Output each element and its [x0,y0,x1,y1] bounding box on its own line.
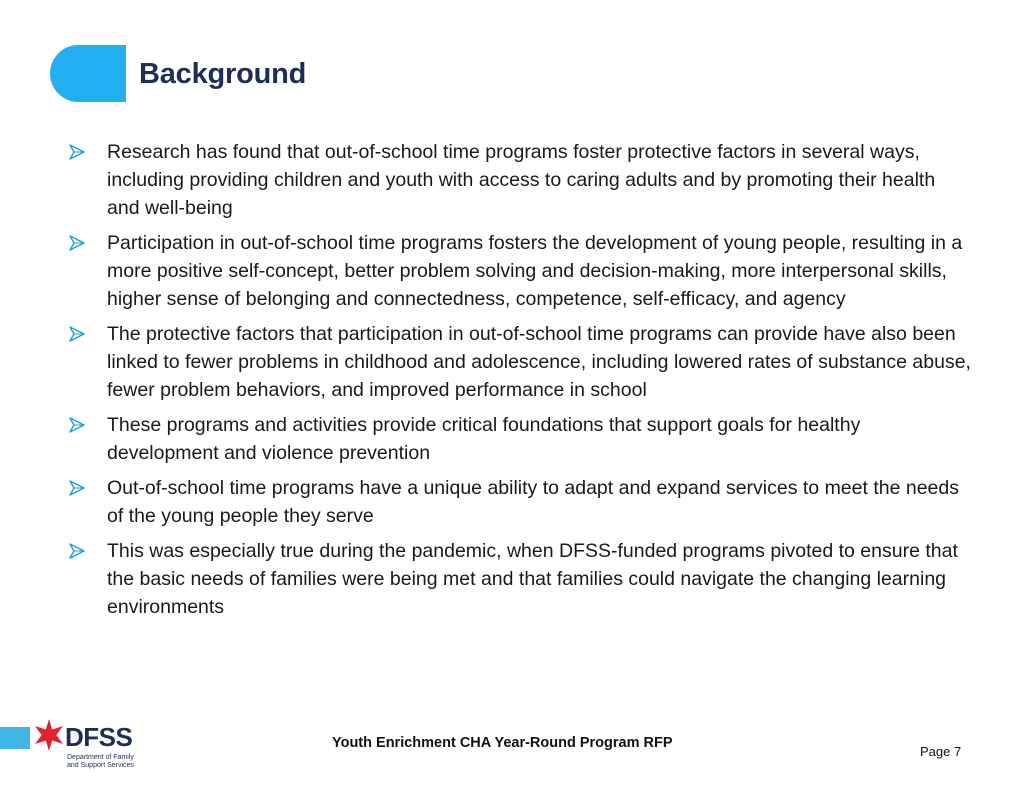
logo-wordmark: DFSS [65,722,133,752]
bullet-text: The protective factors that participation in out-of-school time programs can provide have also been linked to fewer problems in childhood and adolescence, including lowered rates of substance abuse, fewer problem behaviors, and improved performance in school [107,323,971,401]
arrow-right-icon [69,235,85,251]
logo-subtitle: Department of Family and Support Services [67,754,134,769]
dfss-logo [32,716,132,774]
footer-program-title: Youth Enrichment CHA Year-Round Program RFP [332,735,673,751]
bullet-text: Out-of-school time programs have a unique ability to adapt and expand services to meet the needs of the young people they serve [107,477,959,527]
arrow-right-icon [69,326,85,342]
bullet-list [66,138,971,628]
bullet-item [66,320,971,404]
arrow-right-icon [69,417,85,433]
bullet-item [66,411,971,467]
arrow-right-icon [69,543,85,559]
bullet-item [66,537,971,621]
bullet-text: Participation in out-of-school time programs fosters the development of young people, resulting in a more positive self-concept, better problem solving and decision-making, more interpersonal skills, higher sense of belonging and connectedness, competence, self-efficacy, and agency [107,232,963,310]
page-title: Background [139,58,307,90]
chicago-star-icon [32,718,66,752]
title-accent-shape [50,45,126,102]
bullet-item [66,229,971,313]
footer-accent-bar [0,727,30,749]
bullet-item [66,474,971,530]
bullet-text: These programs and activities provide critical foundations that support goals for healthy development and violence prevention [107,414,861,464]
bullet-item [66,138,971,222]
page-number: Page 7 [920,744,962,759]
bullet-text: Research has found that out-of-school time programs foster protective factors in several ways, including providing children and youth with access to caring adults and by promoting their health and well-being [107,141,936,219]
arrow-right-icon [69,480,85,496]
bullet-text: This was especially true during the pandemic, when DFSS-funded programs pivoted to ensure that the basic needs of families were being met and that families could navigate the changing learning environments [107,540,958,618]
arrow-right-icon [69,144,85,160]
